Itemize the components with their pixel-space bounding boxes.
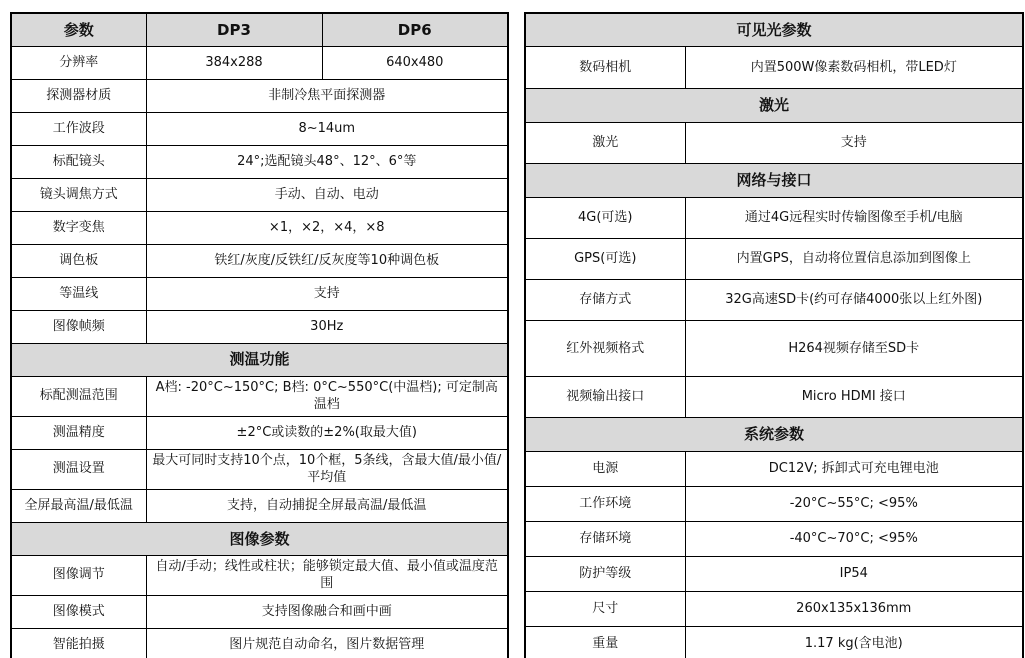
table-row — [11, 628, 508, 658]
spec-value-cell: 最大可同时支持10个点，10个框，5条线，含最大值/最小值/平均值 — [146, 449, 508, 489]
table-row — [11, 13, 508, 46]
spec-label-cell: 尺寸 — [525, 591, 685, 626]
spec-value-cell: 支持 — [146, 277, 508, 310]
table-row — [525, 238, 1023, 279]
spec-label-cell: 重量 — [525, 626, 685, 658]
spec-value-cell: 内置GPS，自动将位置信息添加到图像上 — [685, 238, 1023, 279]
table-row — [11, 79, 508, 112]
table-row — [525, 279, 1023, 320]
spec-label-cell: 图像调节 — [11, 555, 146, 595]
table-row — [11, 522, 508, 555]
spec-value-cell: DC12V; 拆卸式可充电锂电池 — [685, 451, 1023, 486]
table-row — [525, 163, 1023, 197]
spec-value-cell: 30Hz — [146, 310, 508, 343]
table-row — [11, 211, 508, 244]
table-row — [525, 47, 1023, 88]
spec-label-cell: 4G(可选) — [525, 197, 685, 238]
table-row — [525, 486, 1023, 521]
section-header-cell: 激光 — [525, 88, 1023, 122]
spec-label-cell: 存储方式 — [525, 279, 685, 320]
spec-label-cell: 标配测温范围 — [11, 376, 146, 416]
table-row — [525, 417, 1023, 451]
table-row — [11, 244, 508, 277]
section-header-cell: 测温功能 — [11, 343, 508, 376]
spec-label-cell: 测温设置 — [11, 449, 146, 489]
system-spec-table-body — [525, 13, 1023, 658]
column-header-cell: DP3 — [146, 13, 322, 46]
column-header-cell: 参数 — [11, 13, 146, 46]
spec-label-cell: 标配镜头 — [11, 145, 146, 178]
section-header-cell: 网络与接口 — [525, 163, 1023, 197]
spec-label-cell: 测温精度 — [11, 416, 146, 449]
table-row — [11, 46, 508, 79]
table-row — [525, 626, 1023, 658]
spec-value-cell: 支持，自动捕捉全屏最高温/最低温 — [146, 489, 508, 522]
spec-label-cell: 探测器材质 — [11, 79, 146, 112]
table-row — [525, 88, 1023, 122]
table-row — [11, 449, 508, 489]
spec-value-cell: 支持 — [685, 122, 1023, 163]
table-row — [525, 321, 1023, 377]
spec-value-cell: 图片规范自动命名，图片数据管理 — [146, 628, 508, 658]
table-row — [11, 178, 508, 211]
spec-value-cell: 铁红/灰度/反铁红/反灰度等10种调色板 — [146, 244, 508, 277]
spec-label-cell: 视频输出接口 — [525, 376, 685, 417]
spec-value-cell: -20°C~55°C; <95% — [685, 486, 1023, 521]
spec-value-cell: ±2°C或读数的±2%(取最大值) — [146, 416, 508, 449]
spec-value-cell: 支持图像融合和画中画 — [146, 595, 508, 628]
table-row — [525, 451, 1023, 486]
table-row — [525, 521, 1023, 556]
table-row — [11, 343, 508, 376]
table-row — [11, 595, 508, 628]
spec-label-cell: 工作环境 — [525, 486, 685, 521]
spec-label-cell: 图像模式 — [11, 595, 146, 628]
table-row — [525, 591, 1023, 626]
spec-label-cell: 图像帧频 — [11, 310, 146, 343]
table-row — [11, 555, 508, 595]
table-row — [11, 416, 508, 449]
spec-value-cell: 8~14um — [146, 112, 508, 145]
spec-value-cell: 手动、自动、电动 — [146, 178, 508, 211]
table-row — [11, 489, 508, 522]
table-row — [525, 376, 1023, 417]
spec-value-cell: -40°C~70°C; <95% — [685, 521, 1023, 556]
spec-label-cell: 智能拍摄 — [11, 628, 146, 658]
spec-label-cell: 数码相机 — [525, 47, 685, 88]
section-header-cell: 图像参数 — [11, 522, 508, 555]
spec-value-cell: 内置500W像素数码相机，带LED灯 — [685, 47, 1023, 88]
spec-label-cell: 调色板 — [11, 244, 146, 277]
spec-value-cell: 自动/手动；线性或柱状；能够锁定最大值、最小值或温度范围 — [146, 555, 508, 595]
spec-label-cell: 数字变焦 — [11, 211, 146, 244]
table-row — [11, 145, 508, 178]
table-row — [525, 197, 1023, 238]
spec-label-cell: GPS(可选) — [525, 238, 685, 279]
spec-label-cell: 红外视频格式 — [525, 321, 685, 377]
spec-label-cell: 分辨率 — [11, 46, 146, 79]
spec-label-cell: 电源 — [525, 451, 685, 486]
table-row — [11, 277, 508, 310]
table-row — [525, 122, 1023, 163]
spec-value-cell: 1.17 kg(含电池) — [685, 626, 1023, 658]
table-row — [525, 556, 1023, 591]
spec-label-cell: 防护等级 — [525, 556, 685, 591]
spec-value-cell: 640x480 — [322, 46, 508, 79]
spec-value-cell: Micro HDMI 接口 — [685, 376, 1023, 417]
spec-value-cell: 通过4G远程实时传输图像至手机/电脑 — [685, 197, 1023, 238]
spec-value-cell: H264视频存储至SD卡 — [685, 321, 1023, 377]
spec-label-cell: 镜头调焦方式 — [11, 178, 146, 211]
table-row — [11, 112, 508, 145]
spec-label-cell: 全屏最高温/最低温 — [11, 489, 146, 522]
spec-value-cell: 24°;选配镜头48°、12°、6°等 — [146, 145, 508, 178]
system-spec-table — [524, 12, 1024, 658]
spec-value-cell: 384x288 — [146, 46, 322, 79]
thermal-camera-spec-table — [10, 12, 509, 658]
table-row — [11, 376, 508, 416]
spec-value-cell: A档: -20°C~150°C; B档: 0°C~550°C(中温档); 可定制高温档 — [146, 376, 508, 416]
section-header-cell: 系统参数 — [525, 417, 1023, 451]
spec-value-cell: 260x135x136mm — [685, 591, 1023, 626]
spec-label-cell: 工作波段 — [11, 112, 146, 145]
table-row — [525, 13, 1023, 47]
section-header-cell: 可见光参数 — [525, 13, 1023, 47]
thermal-spec-table-body — [11, 13, 508, 658]
spec-value-cell: 非制冷焦平面探测器 — [146, 79, 508, 112]
spec-label-cell: 存储环境 — [525, 521, 685, 556]
spec-value-cell: 32G高速SD卡(约可存储4000张以上红外图) — [685, 279, 1023, 320]
spec-label-cell: 等温线 — [11, 277, 146, 310]
table-row — [11, 310, 508, 343]
spec-label-cell: 激光 — [525, 122, 685, 163]
spec-value-cell: IP54 — [685, 556, 1023, 591]
column-header-cell: DP6 — [322, 13, 508, 46]
spec-value-cell: ×1，×2，×4，×8 — [146, 211, 508, 244]
